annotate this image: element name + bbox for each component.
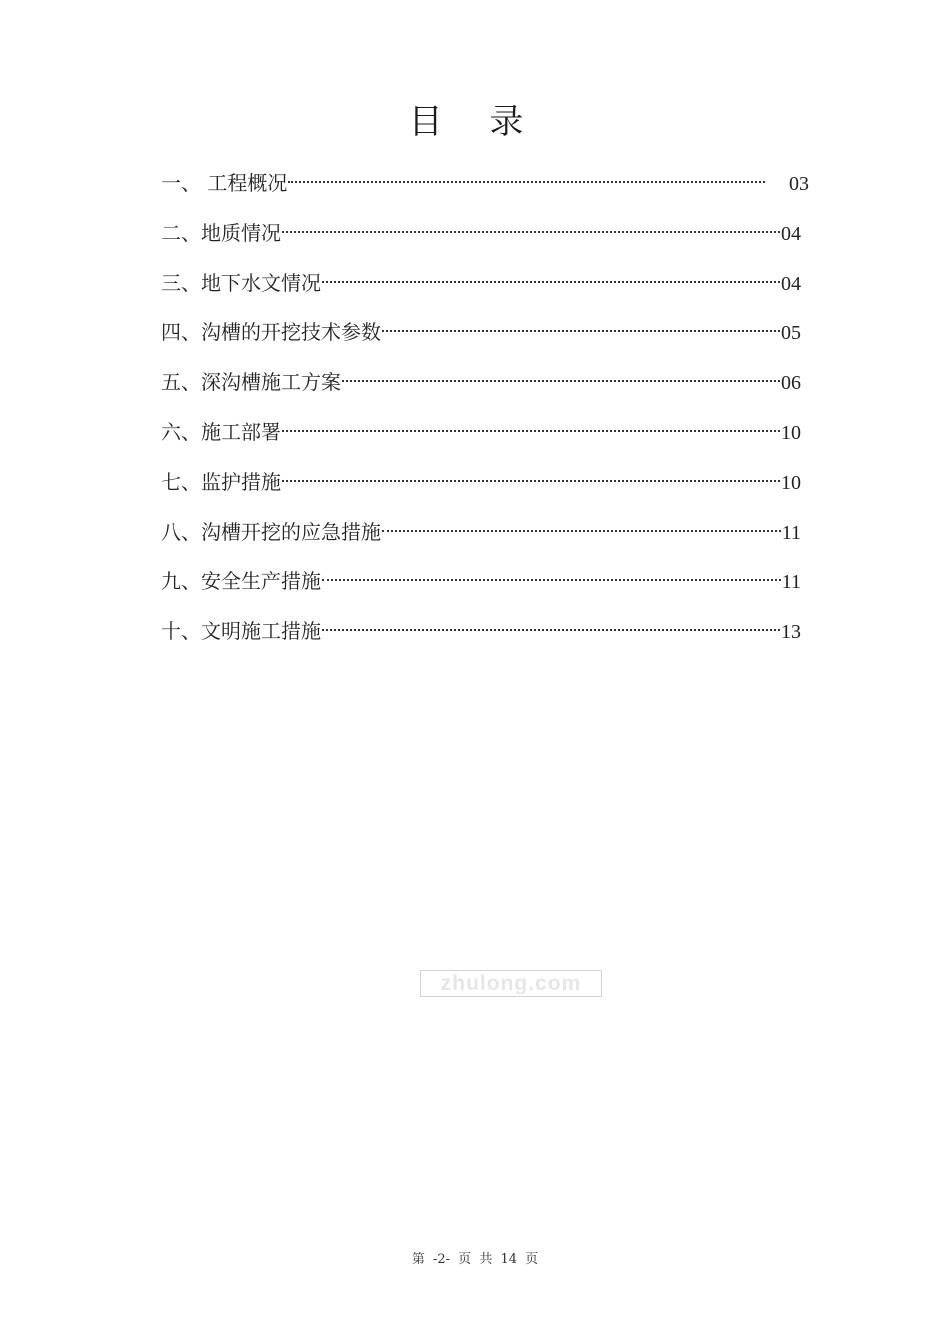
page-title: 目 录 [408, 102, 542, 142]
toc-entry-page: 13 [781, 621, 801, 644]
toc-dot-leader [322, 629, 780, 631]
toc-entry-page: 03 [789, 173, 809, 195]
toc-entry-page: 10 [781, 421, 801, 444]
toc-entry-page: 05 [781, 322, 801, 345]
toc-entry [161, 515, 801, 565]
toc-entry-label: 八、沟槽开挖的应急措施 [161, 519, 381, 544]
toc-entry-label: 三、地下水文情况 [161, 270, 321, 295]
toc-dot-leader [288, 181, 765, 183]
toc-entry-page: 06 [781, 372, 801, 395]
toc-entry [161, 166, 809, 216]
toc-entry-label: 七、监护措施 [161, 469, 281, 494]
toc-dot-leader [342, 380, 780, 382]
table-of-contents [161, 166, 809, 664]
toc-entry-label: 六、施工部署 [161, 419, 281, 444]
toc-entry [161, 315, 801, 365]
toc-entry-page: 04 [781, 272, 801, 295]
toc-entry-page: 04 [781, 222, 801, 245]
page-footer: 第 -2- 页 共 14 页 [411, 1252, 539, 1267]
toc-entry-page: 11 [781, 571, 801, 594]
toc-entry [161, 216, 801, 266]
toc-entry-label: 十、文明施工措施 [161, 619, 321, 644]
toc-entry [161, 564, 801, 614]
toc-entry [161, 266, 801, 316]
toc-dot-leader [322, 579, 781, 581]
toc-entry-label: 二、地质情况 [161, 220, 281, 245]
toc-entry-label: 一、 工程概况 [161, 171, 288, 195]
toc-entry-label: 五、深沟槽施工方案 [161, 370, 341, 395]
toc-dot-leader [382, 530, 781, 532]
toc-entry [161, 365, 801, 415]
toc-dot-leader [382, 330, 780, 332]
toc-entry [161, 465, 801, 515]
toc-dot-leader [282, 430, 780, 432]
watermark: zhulong.com [420, 970, 602, 997]
toc-entry [161, 415, 801, 465]
toc-entry [161, 614, 801, 664]
toc-dot-leader [282, 231, 780, 233]
toc-dot-leader [282, 480, 780, 482]
toc-dot-leader [322, 281, 780, 283]
toc-entry-label: 四、沟槽的开挖技术参数 [161, 320, 381, 345]
toc-entry-page: 11 [781, 521, 801, 544]
toc-entry-label: 九、安全生产措施 [161, 569, 321, 594]
toc-entry-page: 10 [781, 471, 801, 494]
